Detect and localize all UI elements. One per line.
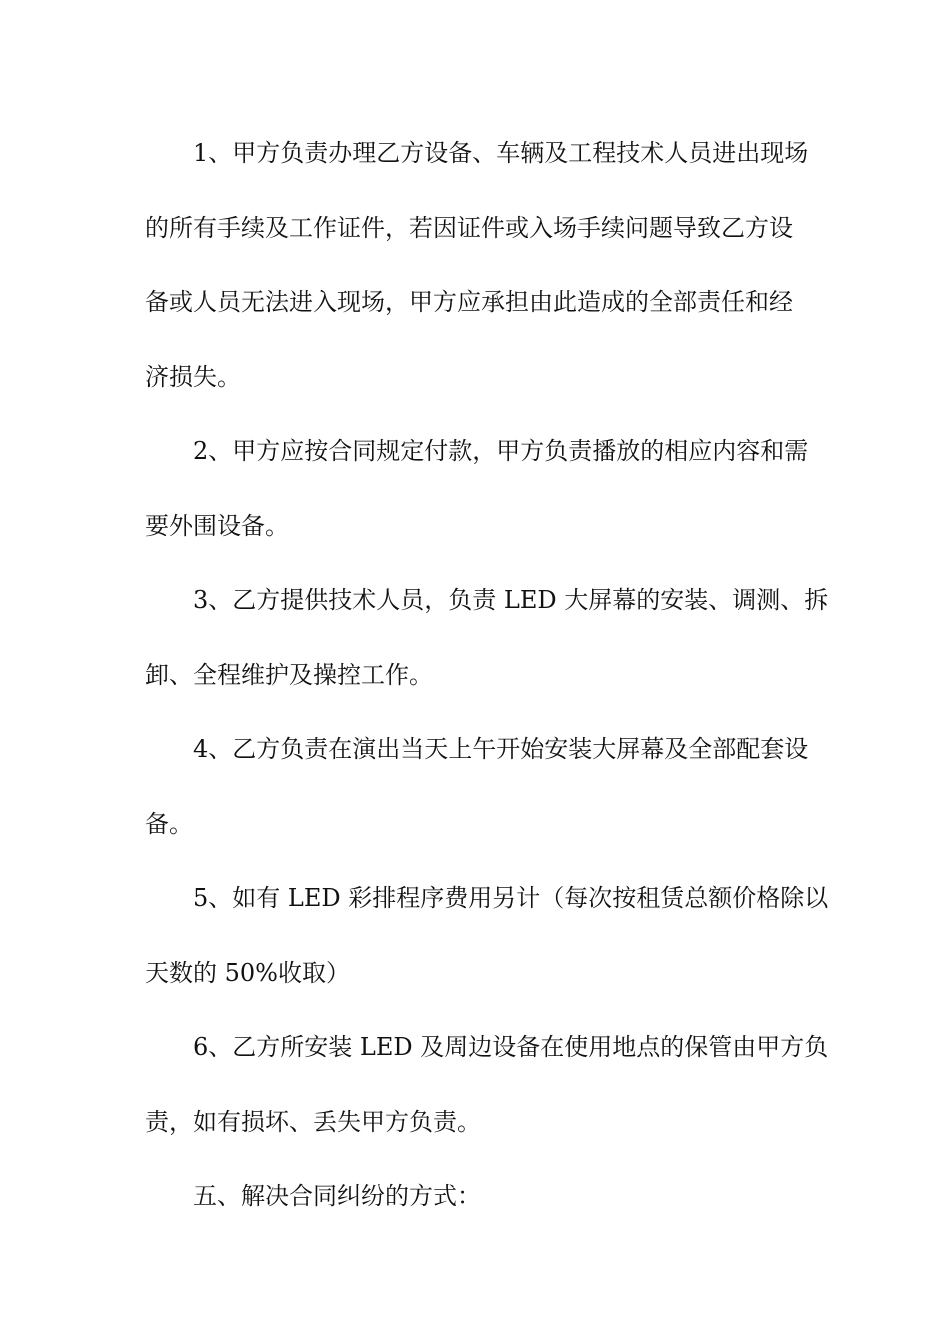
section-5-heading-text: 五、解决合同纠纷的方式： [193, 1182, 481, 1210]
clause-2-line-2: 要外围设备。 [145, 511, 289, 540]
clause-3-paragraph [145, 563, 829, 712]
clause-4-paragraph [145, 712, 807, 861]
clause-5-line-2: 天数的 50%收取） [145, 958, 350, 987]
document-body [145, 116, 829, 1234]
clause-4-line-2: 备。 [145, 809, 193, 838]
clause-1-line-2: 的所有手续及工作证件，若因证件或入场手续问题导致乙方设 [145, 213, 793, 242]
clause-1-line-4: 济损失。 [145, 362, 241, 391]
section-5-heading [145, 1159, 807, 1234]
clause-2-line-1: 2、甲方应按合同规定付款，甲方负责播放的相应内容和需 [193, 437, 809, 465]
clause-5-paragraph [145, 861, 829, 1010]
clause-6-line-2: 责，如有损坏、丢失甲方负责。 [145, 1107, 481, 1136]
clause-1-line-3: 备或人员无法进入现场，甲方应承担由此造成的全部责任和经 [145, 288, 793, 316]
clause-3-line-1: 3、乙方提供技术人员，负责 LED 大屏幕的安装、调测、拆 [193, 586, 829, 614]
clause-1-paragraph [145, 116, 807, 414]
clause-3-line-2: 卸、全程维护及操控工作。 [145, 660, 433, 689]
clause-2-paragraph [145, 414, 807, 563]
clause-1-line-1: 1、甲方负责办理乙方设备、车辆及工程技术人员进出现场 [193, 139, 809, 167]
clause-4-line-1: 4、乙方负责在演出当天上午开始安装大屏幕及全部配套设 [193, 735, 809, 763]
clause-6-paragraph [145, 1010, 829, 1159]
clause-6-line-1: 6、乙方所安装 LED 及周边设备在使用地点的保管由甲方负 [193, 1033, 829, 1061]
clause-5-line-1: 5、如有 LED 彩排程序费用另计（每次按租赁总额价格除以 [193, 884, 829, 912]
